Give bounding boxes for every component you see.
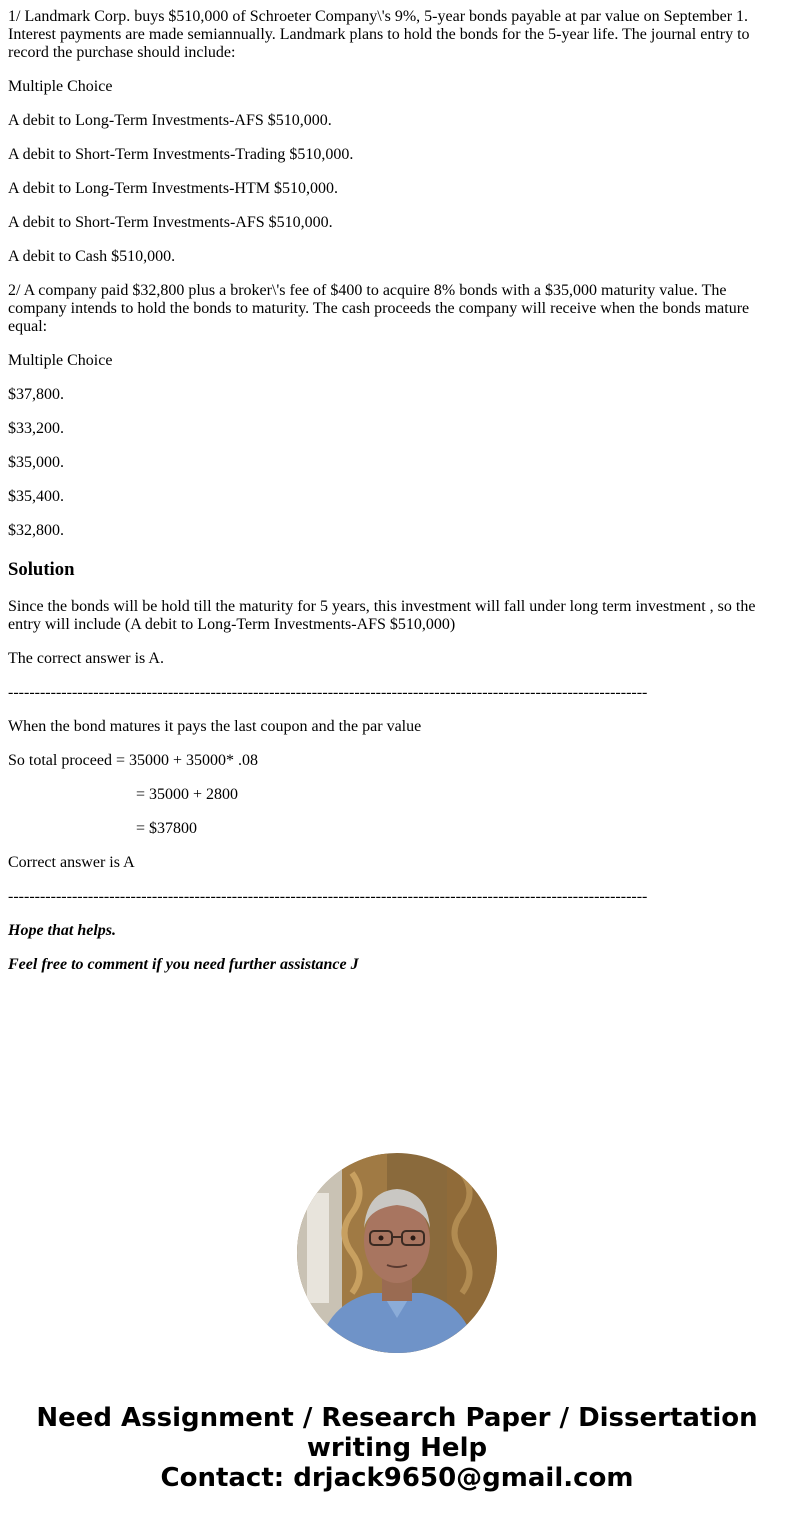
author-portrait-image bbox=[297, 1153, 497, 1353]
question-2-option: $32,800. bbox=[8, 522, 64, 539]
author-avatar bbox=[297, 1153, 497, 1353]
closing-line-1: Hope that helps. bbox=[8, 922, 117, 939]
divider-line: ------------------------------------------------------------------------------------------------------------------------ bbox=[8, 684, 648, 701]
calculation-line-2: = 35000 + 2800 bbox=[136, 786, 239, 803]
banner-contact-email: Contact: drjack9650@gmail.com bbox=[160, 1463, 634, 1493]
question-2-option: $35,400. bbox=[8, 488, 64, 505]
question-2-text: 2/ A company paid $32,800 plus a broker\'s fee of $400 to acquire 8% bonds with a $35,000 maturity value. The company intends to hold the bonds to maturity. The cash proceeds the company will receive when the bonds mature equal: bbox=[8, 282, 750, 335]
solution-paragraph-2: When the bond matures it pays the last coupon and the par value bbox=[8, 718, 422, 735]
question-2-option: $33,200. bbox=[8, 420, 64, 437]
question-1-option: A debit to Short-Term Investments-AFS $510,000. bbox=[8, 214, 333, 231]
contact-banner bbox=[0, 1403, 794, 1493]
question-1-option: A debit to Long-Term Investments-AFS $510,000. bbox=[8, 112, 332, 129]
solution-heading: Solution bbox=[8, 559, 75, 580]
solution-answer-1: The correct answer is A. bbox=[8, 650, 164, 667]
question-1-option: A debit to Cash $510,000. bbox=[8, 248, 176, 265]
question-2-option: $37,800. bbox=[8, 386, 64, 403]
question-2-option: $35,000. bbox=[8, 454, 64, 471]
calculation-line-3: = $37800 bbox=[136, 820, 198, 837]
question-1-text: 1/ Landmark Corp. buys $510,000 of Schroeter Company\'s 9%, 5-year bonds payable at par value on September 1. Interest payments are made semiannually. Landmark plans to hold the bonds for the 5-year life. The journal entry to record the purchase should include: bbox=[8, 8, 750, 61]
solution-paragraph-1: Since the bonds will be hold till the maturity for 5 years, this investment will fall under long term investment , so the entry will include (A debit to Long-Term Investments-AFS $510,000) bbox=[8, 598, 756, 633]
closing-line-2: Feel free to comment if you need further assistance J bbox=[8, 956, 359, 973]
question-1-choice-label: Multiple Choice bbox=[8, 78, 113, 95]
question-2-choice-label: Multiple Choice bbox=[8, 352, 113, 369]
banner-line-1: Need Assignment / Research Paper / Dissertation bbox=[36, 1403, 758, 1433]
solution-answer-2: Correct answer is A bbox=[8, 854, 135, 871]
divider-line: ------------------------------------------------------------------------------------------------------------------------ bbox=[8, 888, 648, 905]
question-1-option: A debit to Long-Term Investments-HTM $510,000. bbox=[8, 180, 338, 197]
banner-line-2: writing Help bbox=[306, 1433, 488, 1463]
question-1-option: A debit to Short-Term Investments-Trading $510,000. bbox=[8, 146, 354, 163]
calculation-line-1: So total proceed = 35000 + 35000* .08 bbox=[8, 752, 259, 769]
